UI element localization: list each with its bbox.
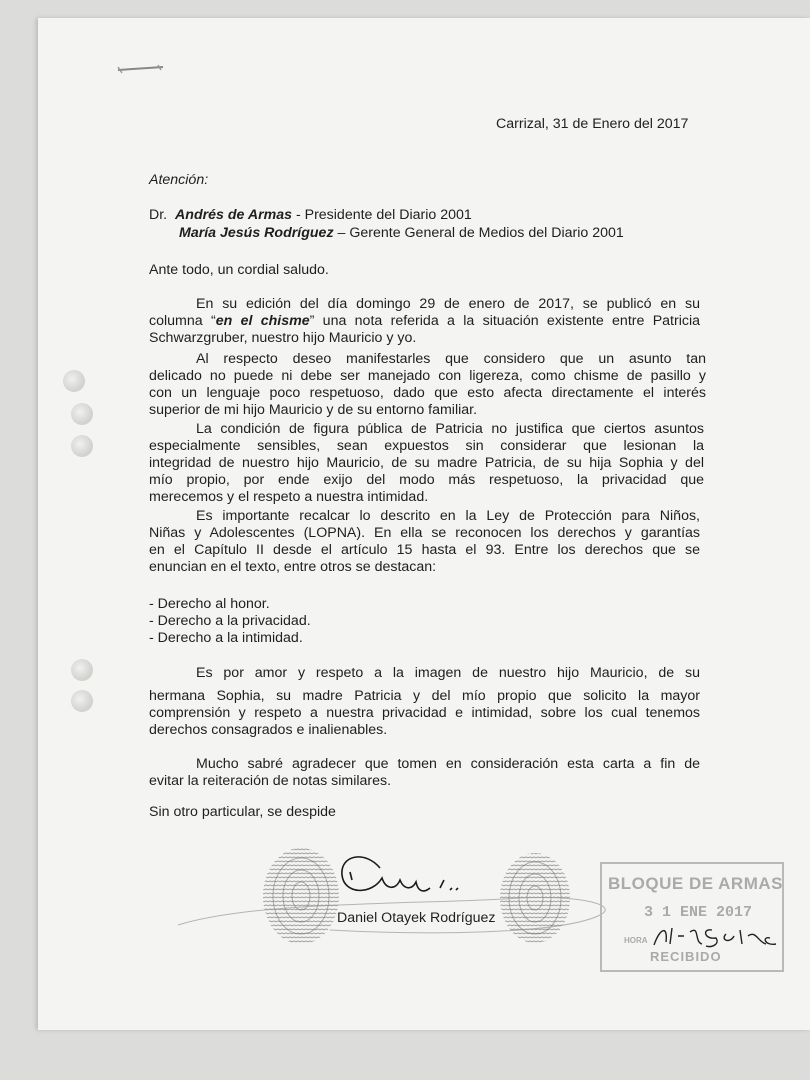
paragraph-3-line: merecemos y el respeto a nuestra intimidad. [149, 489, 429, 505]
paragraph-6-line: Mucho sabré agradecer que tomen en consideración esta carta a fin de [196, 756, 700, 772]
text-run: columna “ [149, 313, 216, 329]
paragraph-5-line: comprensión y respeto a nuestra privacidad e intimidad, sobre los cual tenemos [149, 705, 700, 721]
recipient-1-role: - Presidente del Diario 2001 [292, 207, 472, 223]
paragraph-5-line: Es por amor y respeto a la imagen de nuestro hijo Mauricio, de su [196, 665, 700, 681]
attention-label: Atención: [149, 172, 209, 188]
paragraph-5-line: derechos consagrados e inalienables. [149, 722, 388, 738]
stamp-received: RECIBIDO [650, 949, 722, 964]
paragraph-4-line: en el Capítulo II desde el artículo 15 hasta el 93. Entre los derechos que se [149, 542, 700, 558]
list-item: - Derecho a la privacidad. [149, 613, 311, 629]
paragraph-4-line: enuncian en el texto, entre otros se destacan: [149, 559, 437, 575]
paragraph-3-line: La condición de figura pública de Patricia no justifica que ciertos asuntos [196, 421, 704, 437]
paragraph-1-line: Schwarzgruber, nuestro hijo Mauricio y yo. [149, 330, 417, 346]
closing: Sin otro particular, se despide [149, 804, 336, 820]
recipient-2-role: – Gerente General de Medios del Diario 2001 [333, 225, 624, 241]
greeting: Ante todo, un cordial saludo. [149, 262, 329, 278]
paragraph-6-line: evitar la reiteración de notas similares. [149, 773, 392, 789]
paragraph-2-line: Al respecto deseo manifestarles que considero que un asunto tan [196, 351, 706, 367]
paragraph-3-line: integridad de nuestro hijo Mauricio, de su madre Patricia, de su hija Sophia y del [149, 455, 704, 471]
paragraph-4-line: Es importante recalcar lo descrito en la Ley de Protección para Niños, [196, 508, 700, 524]
recipient-1-name: Andrés de Armas [175, 207, 292, 223]
paragraph-1-line: En su edición del día domingo 29 de enero de 2017, se publicó en su [196, 296, 700, 312]
place-date: Carrizal, 31 de Enero del 2017 [496, 116, 689, 132]
paragraph-2-line: delicado no puede ni debe ser manejado con ligereza, como chisme de pasillo y [149, 368, 706, 384]
stamp-hour-label: HORA [624, 936, 648, 945]
stamp-org: BLOQUE DE ARMAS [608, 874, 783, 893]
paragraph-5-line: hermana Sophia, su madre Patricia y del mío propio que solicito la mayor [149, 688, 700, 704]
column-name: en el chisme [215, 313, 310, 329]
paragraph-2-line: con un lenguaje poco respetuoso, dado que esto afecta directamente el interés [149, 385, 706, 401]
stamp-date: 3 1 ENE 2017 [644, 904, 753, 921]
list-item: - Derecho a la intimidad. [149, 630, 303, 646]
paragraph-2-line: superior de mi hijo Mauricio y de su entorno familiar. [149, 402, 478, 418]
paragraph-3-line: especialmente sensibles, sean expuestos sin considerar que lesionan la [149, 438, 704, 454]
recipient-2-name: María Jesús Rodríguez [179, 225, 334, 241]
text-run: ” una nota referida a la situación existente entre Patricia [309, 313, 701, 329]
list-item: - Derecho al honor. [149, 596, 270, 612]
paragraph-4-line: Niñas y Adolescentes (LOPNA). En ella se reconocen los derechos y garantías [149, 525, 700, 541]
recipient-prefix: Dr. [149, 207, 168, 223]
paragraph-3-line: mío propio, por ende exijo del modo más respetuoso, la privacidad que [149, 472, 704, 488]
signer-name: Daniel Otayek Rodríguez [337, 910, 496, 926]
